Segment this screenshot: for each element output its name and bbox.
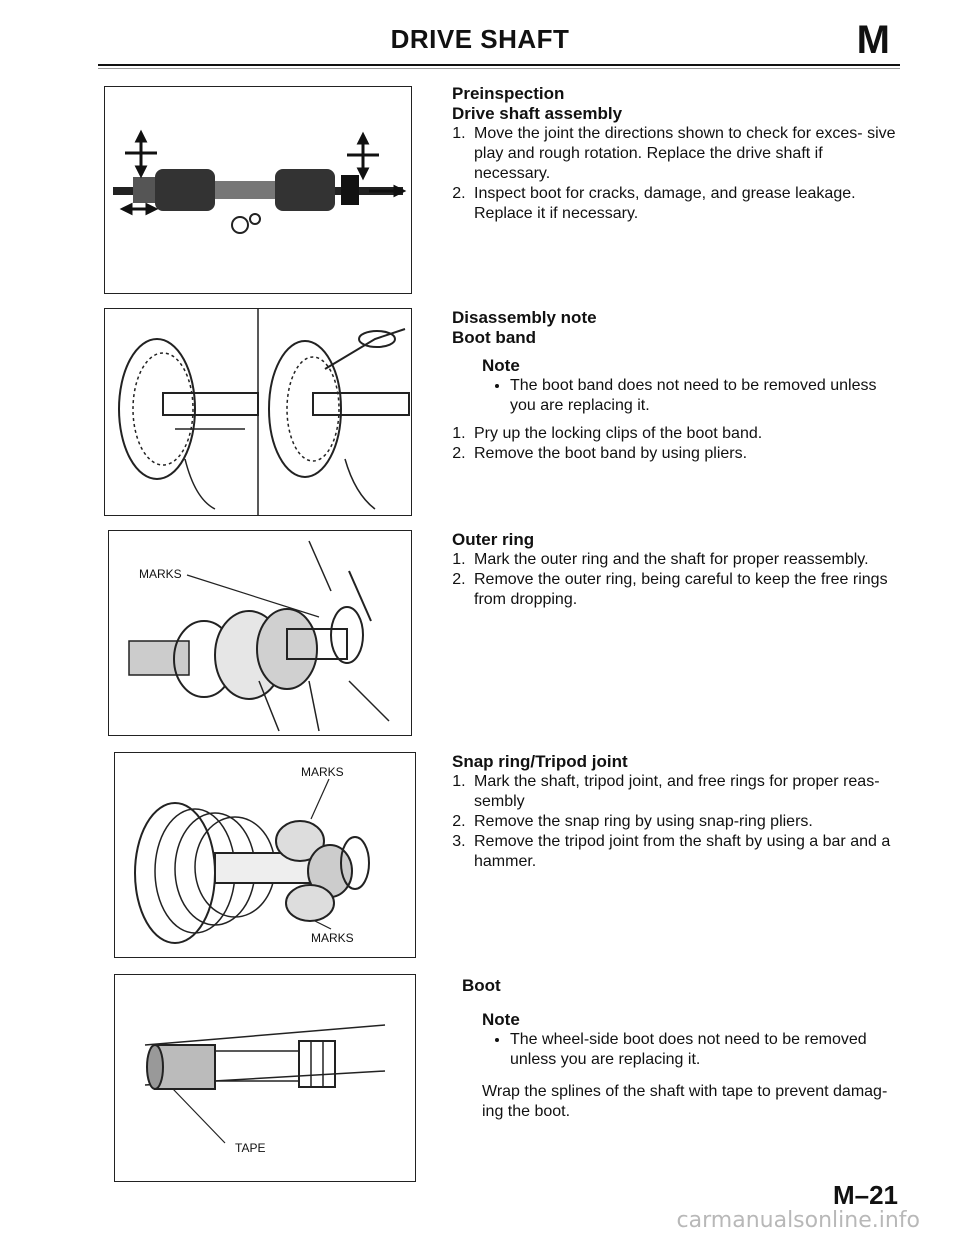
page-number: M–21 — [832, 1180, 898, 1210]
outer-ring-illustration — [109, 531, 411, 735]
step-item: 3. Remove the tripod joint from the shaft by using a bar and a hammer. — [470, 832, 902, 872]
note-label: Note — [482, 356, 520, 375]
tripod-joint-illustration — [115, 753, 415, 957]
step-item: 1. Mark the outer ring and the shaft for proper reassembly. — [470, 550, 902, 570]
section-heading: Snap ring/Tripod joint — [452, 752, 628, 771]
section-preinspection — [452, 84, 902, 224]
page-title: DRIVE SHAFT — [390, 24, 570, 54]
step-list — [452, 424, 902, 464]
note-list — [482, 1030, 902, 1070]
figure-drive-shaft-assembly — [104, 86, 412, 294]
callout-marks-top: MARKS — [301, 765, 344, 779]
header-rule — [98, 64, 900, 66]
figure-boot-band — [104, 308, 412, 516]
step-list — [452, 550, 902, 610]
step-item: 2. Remove the snap ring by using snap-ring pliers. — [470, 812, 902, 832]
instruction-paragraph: Wrap the splines of the shaft with tape to prevent damag- ing the boot. — [482, 1083, 888, 1120]
section-letter: M — [856, 18, 890, 62]
step-item: 1. Move the joint the directions shown to check for exces- sive play and rough rotation. Replace the drive shaft if necessary. — [470, 124, 902, 184]
section-heading: Disassembly note — [452, 308, 597, 327]
step-list — [452, 772, 902, 872]
header-rule-thin — [98, 68, 900, 69]
note-item: • The boot band does not need to be removed unless you are replacing it. — [510, 376, 902, 416]
section-snap-ring-tripod — [452, 752, 902, 872]
step-item: 2. Remove the outer ring, being careful to keep the free rings from dropping. — [470, 570, 902, 610]
boot-band-illustration — [105, 309, 411, 515]
step-item: 1. Pry up the locking clips of the boot band. — [470, 424, 902, 444]
step-item: 2. Inspect boot for cracks, damage, and grease leakage. Replace it if necessary. — [470, 184, 902, 224]
section-outer-ring — [452, 530, 902, 610]
note-label: Note — [482, 1010, 520, 1029]
callout-marks: MARKS — [139, 567, 182, 581]
step-item: 2. Remove the boot band by using pliers. — [470, 444, 902, 464]
section-subheading: Drive shaft assembly — [452, 104, 623, 123]
note-item: • The wheel-side boot does not need to be removed unless you are replacing it. — [510, 1030, 902, 1070]
note-list — [482, 376, 902, 416]
figure-tripod-joint — [114, 752, 416, 958]
callout-tape: TAPE — [235, 1141, 266, 1155]
watermark: carmanualsonline.info — [676, 1208, 920, 1233]
step-list — [452, 124, 902, 224]
section-heading: Preinspection — [452, 84, 565, 103]
step-item: 1. Mark the shaft, tripod joint, and free rings for proper reas- sembly — [470, 772, 902, 812]
section-boot-band — [452, 308, 902, 464]
figure-boot-tape — [114, 974, 416, 1182]
section-heading: Outer ring — [452, 530, 535, 549]
section-heading: Boot — [462, 976, 501, 995]
figure-outer-ring — [108, 530, 412, 736]
section-subheading: Boot band — [452, 328, 537, 347]
callout-marks-bottom: MARKS — [311, 931, 354, 945]
drive-shaft-illustration — [105, 87, 411, 293]
section-boot — [452, 976, 902, 1122]
